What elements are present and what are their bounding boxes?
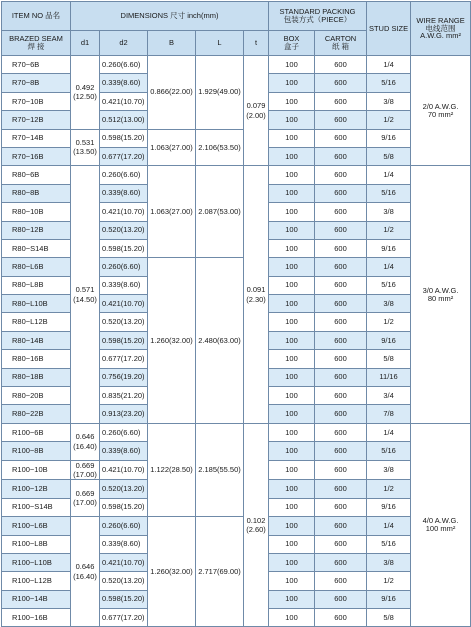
stud-cell: 5/16 xyxy=(367,184,411,202)
d2-cell: 0.260(6.60) xyxy=(100,517,148,535)
stud-cell: 5/16 xyxy=(367,442,411,460)
box-cell: 100 xyxy=(269,553,315,571)
stud-cell: 9/16 xyxy=(367,590,411,608)
header-dimensions: DIMENSIONS 尺寸 inch(mm) xyxy=(71,2,269,31)
item-cell: R80−L10B xyxy=(2,295,71,313)
carton-cell: 600 xyxy=(315,480,367,498)
carton-cell: 600 xyxy=(315,184,367,202)
item-cell: R80−12B xyxy=(2,221,71,239)
d2-cell: 0.756(19.20) xyxy=(100,368,148,386)
stud-cell: 1/4 xyxy=(367,517,411,535)
carton-cell: 600 xyxy=(315,56,367,74)
box-cell: 100 xyxy=(269,498,315,516)
carton-cell: 600 xyxy=(315,276,367,294)
b-cell: 0.866(22.00) xyxy=(148,56,196,130)
item-cell: R80−S14B xyxy=(2,239,71,257)
stud-cell: 11/16 xyxy=(367,368,411,386)
d2-cell: 0.421(10.70) xyxy=(100,203,148,221)
box-cell: 100 xyxy=(269,184,315,202)
box-cell: 100 xyxy=(269,276,315,294)
wire-range-label: WIRE RANGE xyxy=(416,15,465,25)
box-label: BOX xyxy=(283,34,300,44)
wire-awg: 3/0 A.W.G. xyxy=(422,285,459,295)
carton-cell: 600 xyxy=(315,498,367,516)
header-l: L xyxy=(196,31,244,56)
box-cn: 盒子 xyxy=(284,42,300,51)
box-cell: 100 xyxy=(269,480,315,498)
d2-cell: 0.260(6.60) xyxy=(100,423,148,441)
table-header xyxy=(2,2,471,56)
stud-cell: 1/2 xyxy=(367,111,411,129)
carton-cell: 600 xyxy=(315,239,367,257)
wire-awg: 4/0 A.W.G. xyxy=(422,516,459,526)
stud-cell: 7/8 xyxy=(367,405,411,423)
stud-cell: 5/16 xyxy=(367,74,411,92)
item-cell: R80−L6B xyxy=(2,258,71,276)
standard-packing-label: STANDARD PACKING xyxy=(279,7,356,17)
item-cell: R70−10B xyxy=(2,92,71,110)
box-cell: 100 xyxy=(269,111,315,129)
carton-cn: 纸 箱 xyxy=(331,42,350,51)
item-cell: R70−8B xyxy=(2,74,71,92)
header-d1: d1 xyxy=(71,31,100,56)
box-cell: 100 xyxy=(269,609,315,627)
d2-cell: 0.421(10.70) xyxy=(100,553,148,571)
carton-cell: 600 xyxy=(315,590,367,608)
d2-cell: 0.835(21.20) xyxy=(100,387,148,405)
b-cell: 1.122(28.50) xyxy=(148,423,196,516)
b-cell: 1.260(32.00) xyxy=(148,517,196,627)
d2-cell: 0.421(10.70) xyxy=(100,295,148,313)
l-cell: 2.185(55.50) xyxy=(196,423,244,516)
d2-cell: 0.520(13.20) xyxy=(100,313,148,331)
stud-cell: 1/4 xyxy=(367,56,411,74)
item-cell: R80−22B xyxy=(2,405,71,423)
standard-packing-cn: 包装方式（PIECE） xyxy=(283,15,352,24)
carton-cell: 600 xyxy=(315,331,367,349)
box-cell: 100 xyxy=(269,442,315,460)
box-cell: 100 xyxy=(269,460,315,480)
stud-cell: 1/2 xyxy=(367,572,411,590)
stud-cell: 9/16 xyxy=(367,129,411,147)
stud-cell: 9/16 xyxy=(367,498,411,516)
carton-cell: 600 xyxy=(315,147,367,165)
item-cell: R80−10B xyxy=(2,203,71,221)
carton-cell: 600 xyxy=(315,203,367,221)
carton-cell: 600 xyxy=(315,74,367,92)
wire-range-cell xyxy=(411,166,471,423)
carton-cell: 600 xyxy=(315,92,367,110)
carton-cell: 600 xyxy=(315,442,367,460)
d2-cell: 0.677(17.20) xyxy=(100,147,148,165)
stud-cell: 5/8 xyxy=(367,350,411,368)
d2-cell: 0.260(6.60) xyxy=(100,258,148,276)
wire-range-unit: A.W.G. mm² xyxy=(420,31,461,41)
d1-cell: 0.669 (17.00) xyxy=(71,460,100,480)
box-cell: 100 xyxy=(269,535,315,553)
item-cell: R100−L6B xyxy=(2,517,71,535)
stud-cell: 5/8 xyxy=(367,147,411,165)
box-cell: 100 xyxy=(269,203,315,221)
carton-cell: 600 xyxy=(315,129,367,147)
b-cell: 1.260(32.00) xyxy=(148,258,196,424)
d2-cell: 0.913(23.20) xyxy=(100,405,148,423)
item-cell: R80−8B xyxy=(2,184,71,202)
table-body xyxy=(2,56,471,627)
l-cell: 2.087(53.00) xyxy=(196,166,244,258)
carton-cell: 600 xyxy=(315,460,367,480)
carton-cell: 600 xyxy=(315,368,367,386)
stud-cell: 3/8 xyxy=(367,553,411,571)
carton-cell: 600 xyxy=(315,295,367,313)
item-cell: R100−L8B xyxy=(2,535,71,553)
d1-cell: 0.571 (14.50) xyxy=(71,166,100,423)
box-cell: 100 xyxy=(269,239,315,257)
box-cell: 100 xyxy=(269,56,315,74)
l-cell: 2.480(63.00) xyxy=(196,258,244,424)
d2-cell: 0.598(15.20) xyxy=(100,239,148,257)
t-cell: 0.091 (2.30) xyxy=(244,166,269,423)
wire-awg: 2/0 A.W.G. xyxy=(422,101,459,111)
stud-cell: 5/16 xyxy=(367,535,411,553)
item-cell: R100−6B xyxy=(2,423,71,441)
item-cell: R100−L12B xyxy=(2,572,71,590)
item-cell: R80−14B xyxy=(2,331,71,349)
stud-cell: 1/2 xyxy=(367,313,411,331)
d2-cell: 0.598(15.20) xyxy=(100,129,148,147)
brazed-seam-cn: 焊 接 xyxy=(27,42,45,51)
carton-cell: 600 xyxy=(315,313,367,331)
wire-mm: 70 mm² xyxy=(427,109,454,119)
stud-cell: 1/4 xyxy=(367,423,411,441)
d2-cell: 0.421(10.70) xyxy=(100,460,148,480)
l-cell: 1.929(49.00) xyxy=(196,56,244,130)
stud-cell: 3/8 xyxy=(367,92,411,110)
header-carton xyxy=(315,31,367,56)
d1-cell: 0.492 (12.50) xyxy=(71,56,100,130)
d2-cell: 0.677(17.20) xyxy=(100,609,148,627)
table-row xyxy=(2,166,471,184)
stud-cell: 3/8 xyxy=(367,295,411,313)
stud-cell: 1/2 xyxy=(367,221,411,239)
carton-cell: 600 xyxy=(315,405,367,423)
d2-cell: 0.598(15.20) xyxy=(100,498,148,516)
b-cell: 1.063(27.00) xyxy=(148,166,196,258)
stud-cell: 3/4 xyxy=(367,387,411,405)
header-b: B xyxy=(148,31,196,56)
carton-cell: 600 xyxy=(315,572,367,590)
stud-cell: 5/8 xyxy=(367,609,411,627)
header-t: t xyxy=(244,31,269,56)
carton-cell: 600 xyxy=(315,553,367,571)
d2-cell: 0.598(15.20) xyxy=(100,331,148,349)
carton-cell: 600 xyxy=(315,535,367,553)
d2-cell: 0.339(8.60) xyxy=(100,184,148,202)
box-cell: 100 xyxy=(269,295,315,313)
table-row xyxy=(2,517,471,535)
wire-mm: 80 mm² xyxy=(427,293,454,303)
wire-range-cell xyxy=(411,56,471,166)
item-cell: R80−L8B xyxy=(2,276,71,294)
carton-cell: 600 xyxy=(315,423,367,441)
item-cell: R100−S14B xyxy=(2,498,71,516)
stud-cell: 1/2 xyxy=(367,480,411,498)
d2-cell: 0.520(13.20) xyxy=(100,572,148,590)
box-cell: 100 xyxy=(269,147,315,165)
item-cell: R70−12B xyxy=(2,111,71,129)
t-cell: 0.079 (2.00) xyxy=(244,56,269,166)
d2-cell: 0.598(15.20) xyxy=(100,590,148,608)
d2-cell: 0.512(13.00) xyxy=(100,111,148,129)
d1-cell: 0.669 (17.00) xyxy=(71,480,100,517)
header-standard-packing xyxy=(269,2,367,31)
carton-cell: 600 xyxy=(315,166,367,184)
stud-cell: 3/8 xyxy=(367,460,411,480)
box-cell: 100 xyxy=(269,92,315,110)
box-cell: 100 xyxy=(269,258,315,276)
wire-mm: 100 mm² xyxy=(425,524,456,534)
b-cell: 1.063(27.00) xyxy=(148,129,196,166)
d2-cell: 0.421(10.70) xyxy=(100,92,148,110)
box-cell: 100 xyxy=(269,423,315,441)
carton-cell: 600 xyxy=(315,387,367,405)
item-cell: R100−14B xyxy=(2,590,71,608)
item-cell: R80−L12B xyxy=(2,313,71,331)
carton-cell: 600 xyxy=(315,350,367,368)
carton-cell: 600 xyxy=(315,517,367,535)
brazed-seam-label: BRAZED SEAM xyxy=(9,34,63,44)
box-cell: 100 xyxy=(269,221,315,239)
item-cell: R100−8B xyxy=(2,442,71,460)
t-cell: 0.102 (2.60) xyxy=(244,423,269,627)
carton-cell: 600 xyxy=(315,258,367,276)
table-row xyxy=(2,56,471,74)
header-item-no: ITEM NO 品名 xyxy=(2,2,71,31)
box-cell: 100 xyxy=(269,590,315,608)
header-wire-range xyxy=(411,2,471,56)
item-cell: R100−10B xyxy=(2,460,71,480)
item-cell: R80−20B xyxy=(2,387,71,405)
d2-cell: 0.520(13.20) xyxy=(100,480,148,498)
d2-cell: 0.339(8.60) xyxy=(100,535,148,553)
carton-cell: 600 xyxy=(315,221,367,239)
box-cell: 100 xyxy=(269,572,315,590)
box-cell: 100 xyxy=(269,129,315,147)
box-cell: 100 xyxy=(269,517,315,535)
carton-cell: 600 xyxy=(315,111,367,129)
table-row xyxy=(2,423,471,441)
d2-cell: 0.339(8.60) xyxy=(100,442,148,460)
d2-cell: 0.339(8.60) xyxy=(100,74,148,92)
d2-cell: 0.677(17.20) xyxy=(100,350,148,368)
l-cell: 2.717(69.00) xyxy=(196,517,244,627)
box-cell: 100 xyxy=(269,313,315,331)
carton-cell: 600 xyxy=(315,609,367,627)
stud-cell: 1/4 xyxy=(367,258,411,276)
item-cell: R100−L10B xyxy=(2,553,71,571)
item-cell: R100−16B xyxy=(2,609,71,627)
box-cell: 100 xyxy=(269,74,315,92)
stud-cell: 9/16 xyxy=(367,239,411,257)
wire-range-cell xyxy=(411,423,471,627)
item-cell: R100−12B xyxy=(2,480,71,498)
header-d2: d2 xyxy=(100,31,148,56)
carton-label: CARTON xyxy=(324,34,357,44)
table-row xyxy=(2,129,471,147)
stud-cell: 5/16 xyxy=(367,276,411,294)
box-cell: 100 xyxy=(269,405,315,423)
spec-table xyxy=(1,1,471,627)
d2-cell: 0.260(6.60) xyxy=(100,56,148,74)
header-box xyxy=(269,31,315,56)
box-cell: 100 xyxy=(269,368,315,386)
stud-cell: 9/16 xyxy=(367,331,411,349)
item-cell: R70−6B xyxy=(2,56,71,74)
item-cell: R80−6B xyxy=(2,166,71,184)
d2-cell: 0.260(6.60) xyxy=(100,166,148,184)
header-stud-size: STUD SIZE xyxy=(367,2,411,56)
box-cell: 100 xyxy=(269,350,315,368)
wire-range-cn: 电线范围 xyxy=(425,23,456,33)
box-cell: 100 xyxy=(269,166,315,184)
d2-cell: 0.520(13.20) xyxy=(100,221,148,239)
item-cell: R80−16B xyxy=(2,350,71,368)
item-cell: R80−18B xyxy=(2,368,71,386)
l-cell: 2.106(53.50) xyxy=(196,129,244,166)
d2-cell: 0.339(8.60) xyxy=(100,276,148,294)
stud-cell: 3/8 xyxy=(367,203,411,221)
d1-cell: 0.646 (16.40) xyxy=(71,423,100,460)
d1-cell: 0.531 (13.50) xyxy=(71,129,100,166)
d1-cell: 0.646 (16.40) xyxy=(71,517,100,627)
item-cell: R70−16B xyxy=(2,147,71,165)
header-brazed-seam xyxy=(2,31,71,56)
box-cell: 100 xyxy=(269,387,315,405)
stud-cell: 1/4 xyxy=(367,166,411,184)
item-cell: R70−14B xyxy=(2,129,71,147)
box-cell: 100 xyxy=(269,331,315,349)
